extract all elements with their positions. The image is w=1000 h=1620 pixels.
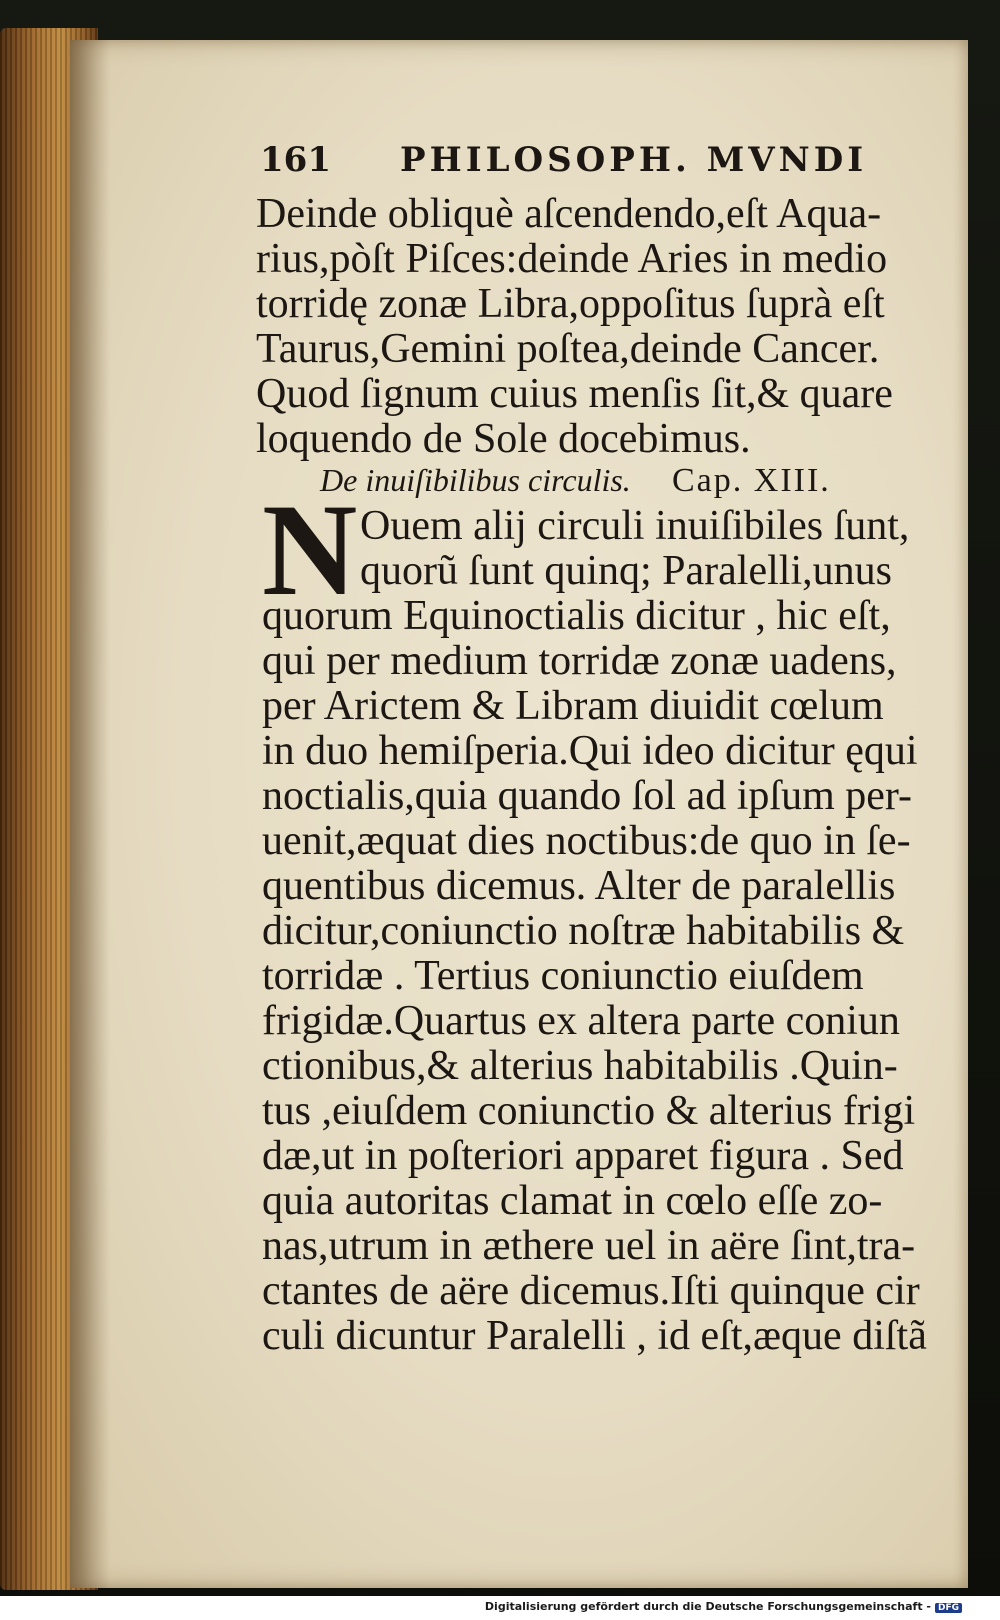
text-line: quorũ ſunt quinq; Paralelli,unus [360, 548, 892, 594]
text-line: culi dicuntur Paralelli , id eſt,æque diſtã [262, 1313, 927, 1359]
dfg-logo: DFG [935, 1603, 962, 1613]
text-line: Quod ſignum cuius menſis ſit,& quare [256, 371, 893, 417]
chapter-body [262, 504, 982, 1359]
text-line: dæ,ut in poſteriori apparet figura . Sed [262, 1133, 904, 1179]
text-line: noctialis,quia quando ſol ad ipſum per- [262, 773, 913, 819]
text-line: Taurus,Gemini poſtea,deinde Cancer. [256, 326, 880, 372]
text-line: Ouem alij circuli inuiſibiles ſunt, [360, 503, 910, 549]
drop-cap-initial: N [262, 476, 358, 623]
page-gutter-shadow [70, 40, 110, 1588]
top-paragraph [256, 192, 976, 462]
text-line: uenit,æquat dies noctibus:de quo in ſe- [262, 818, 911, 864]
text-line: quentibus dicemus. Alter de paralellis [262, 863, 896, 909]
text-line: ctantes de aëre dicemus.Iſti quinque cir [262, 1268, 920, 1314]
text-line: quia autoritas clamat in cœlo eſſe zo- [262, 1178, 883, 1224]
running-title: PHILOSOPH. MVNDI [400, 140, 868, 180]
credit-text: Digitalisierung gefördert durch die Deutsche Forschungsgemeinschaft - [484, 1600, 931, 1613]
chapter-number: Cap. XIII. [672, 462, 831, 499]
text-line: loquendo de Sole docebimus. [256, 416, 751, 462]
text-line: in duo hemiſperia.Qui ideo dicitur ęqui [262, 728, 918, 774]
chapter-title: De inuiſibilibus circulis. [320, 462, 631, 498]
text-line: ctionibus,& alterius habitabilis .Quin- [262, 1043, 898, 1089]
text-line: frigidæ.Quartus ex altera parte coniun [262, 998, 900, 1044]
running-head [260, 140, 960, 190]
text-line: dicitur,coniunctio noſtræ habitabilis & [262, 908, 905, 954]
text-line: tus ,eiuſdem coniunctio & alterius frigi [262, 1088, 916, 1134]
page-number: 161 [260, 140, 331, 180]
digitization-credit [479, 1600, 966, 1616]
text-line: nas,utrum in æthere uel in aëre ſint,tra- [262, 1223, 916, 1269]
text-line: qui per medium torridæ zonæ uadens, [262, 638, 897, 684]
text-line: torridę zonæ Libra,oppoſitus ſuprà eſt [256, 281, 885, 327]
text-line: Deinde obliquè aſcendendo,eſt Aqua- [256, 191, 882, 237]
text-line: torridæ . Tertius coniunctio eiuſdem [262, 953, 864, 999]
chapter-heading [320, 462, 960, 508]
text-line: per Arictem & Libram diuidit cœlum [262, 683, 884, 729]
text-line: quorum Equinoctialis dicitur , hic eſt, [262, 593, 891, 639]
text-line: rius,pòſt Piſces:deinde Aries in medio [256, 236, 888, 282]
